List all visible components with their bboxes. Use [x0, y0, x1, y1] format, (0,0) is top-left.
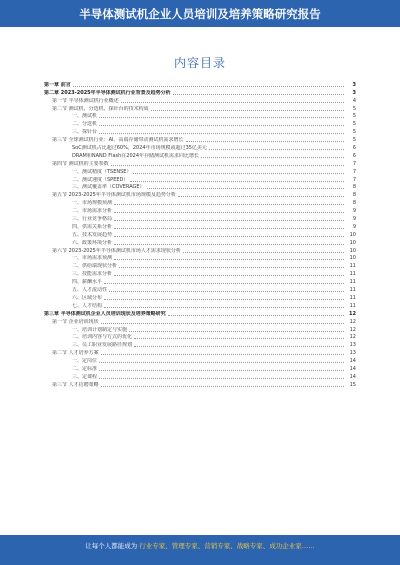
toc-entry[interactable]	[44, 348, 356, 356]
toc-page-number: 8	[352, 184, 356, 191]
toc-entry[interactable]	[44, 119, 356, 127]
toc-entry[interactable]	[44, 269, 356, 277]
toc-leader-dots	[99, 378, 344, 379]
toc-page-number: 3	[352, 89, 356, 96]
toc-leader-dots	[104, 283, 344, 284]
toc-entry[interactable]	[44, 301, 356, 309]
toc-entry-text: 三、员工职业发展路径规划	[72, 342, 133, 349]
toc-leader-dots	[99, 370, 344, 371]
toc-entry-text: 二、分选机	[72, 121, 98, 128]
toc-page-number: 6	[352, 145, 356, 152]
toc-entry-text: 第六节 2023-2025年半导体测试机市场人才需求现状分析	[52, 247, 181, 254]
toc-page-number: 5	[352, 137, 356, 144]
toc-entry-text: DRAM和NAND Flash在2024年存储测试机需求同比增长	[72, 152, 200, 159]
toc-entry-text: SoC测试机占比超过60%，2024年市场规模或超过35亿美元	[72, 145, 207, 152]
toc-page-number: 13	[349, 342, 356, 349]
toc-page-number: 8	[352, 200, 356, 207]
toc-leader-dots	[114, 275, 344, 276]
toc-leader-dots	[114, 212, 344, 213]
toc-entry-text: 三、技能需求分析	[72, 271, 113, 278]
toc-entry-text: 一、培训计划制定与实施	[72, 326, 128, 333]
toc-leader-dots	[101, 354, 344, 355]
toc-entry[interactable]	[44, 175, 356, 183]
toc-page-number: 14	[349, 365, 356, 372]
toc-page-number: 11	[349, 263, 356, 270]
toc-entry[interactable]	[44, 183, 356, 191]
toc-page-number: 12	[349, 334, 356, 341]
toc-entry[interactable]	[44, 112, 356, 120]
toc-entry-text: 第一节 半导体测试机行业概述	[52, 97, 119, 104]
toc-leader-dots	[101, 323, 344, 324]
toc-leader-dots	[147, 188, 344, 189]
toc-page-number: 10	[349, 231, 356, 238]
toc-entry[interactable]	[44, 261, 356, 269]
toc-entry[interactable]	[44, 143, 356, 151]
toc-entry-text: 一、定岗位	[72, 358, 98, 365]
toc-leader-dots	[151, 110, 344, 111]
toc-page-number: 5	[352, 121, 356, 128]
toc-page-number: 12	[349, 318, 356, 325]
toc-entry-text: 第一章 前言	[44, 81, 71, 88]
toc-entry[interactable]	[44, 214, 356, 222]
toc-leader-dots	[209, 149, 344, 150]
toc-leader-dots	[111, 165, 344, 166]
toc-leader-dots	[99, 117, 344, 118]
toc-page-number: 9	[352, 223, 356, 230]
toc-entry-text: 第一节 企业培训现状	[52, 318, 99, 325]
toc-entry-text: 一、测试机	[72, 113, 98, 120]
toc-page-number: 14	[349, 373, 356, 380]
toc-entry-text: 第三章 半导体测试机企业人员培训现状及培养策略研究	[44, 310, 166, 317]
toc-entry[interactable]	[44, 230, 356, 238]
toc-entry[interactable]	[44, 96, 356, 104]
toc-entry-text: 三、定课程	[72, 373, 98, 380]
toc-entry[interactable]	[44, 238, 356, 246]
toc-entry[interactable]	[44, 372, 356, 380]
toc-entry-text: 二、培训内容与方式的优化	[72, 334, 133, 341]
toc-leader-dots	[104, 307, 344, 308]
toc-entry[interactable]	[44, 167, 356, 175]
toc-leader-dots	[183, 252, 344, 253]
toc-entry[interactable]	[44, 206, 356, 214]
toc-entry[interactable]	[44, 380, 356, 388]
footer-slogan	[0, 541, 400, 550]
toc-entry[interactable]	[44, 356, 356, 364]
toc-leader-dots	[99, 125, 344, 126]
toc-page-number: 12	[349, 310, 356, 317]
toc-leader-dots	[173, 94, 344, 95]
toc-leader-dots	[121, 102, 344, 103]
toc-entry-text: 第二章 2023-2025年半导体测试机行业背景及趋势分析	[44, 89, 171, 96]
footer-bar	[0, 535, 400, 565]
toc-heading: 内容目录	[173, 56, 226, 70]
toc-leader-dots	[178, 196, 344, 197]
toc-page-number: 11	[349, 302, 356, 309]
toc-page-number: 10	[349, 255, 356, 262]
toc-page-number: 15	[349, 381, 356, 388]
toc-leader-dots	[73, 86, 344, 87]
toc-leader-dots	[104, 299, 344, 300]
toc-page-number: 5	[352, 105, 356, 112]
toc-leader-dots	[134, 346, 344, 347]
toc-entry-text: 第二节 测试机、分选机、探针台的技术构成	[52, 105, 149, 112]
slogan-roles: 行业专家、管理专家、营销专家、战略专家、成功企业家……	[139, 542, 315, 550]
toc-entry-text: 六、政策环境分析	[72, 239, 113, 246]
toc-entry[interactable]	[44, 277, 356, 285]
toc-entry-text: 第二节 人才培养方案	[52, 350, 99, 357]
toc-leader-dots	[114, 244, 344, 245]
toc-page-number: 9	[352, 208, 356, 215]
toc-leader-dots	[114, 236, 344, 237]
toc-entry[interactable]	[44, 127, 356, 135]
toc-entry-text: 三、测试覆盖率（COVERAGE）	[72, 184, 145, 191]
toc-page-number: 10	[349, 239, 356, 246]
toc-entry-text: 四、供需关系分析	[72, 223, 113, 230]
toc-leader-dots	[130, 181, 344, 182]
toc-leader-dots	[99, 362, 344, 363]
toc-leader-dots	[114, 220, 344, 221]
toc-leader-dots	[129, 331, 344, 332]
toc-entry[interactable]	[44, 104, 356, 112]
toc-page-number: 6	[352, 152, 356, 159]
toc-entry-text: 第三节 人才招聘策略	[52, 381, 99, 388]
toc-page-number: 12	[349, 326, 356, 333]
toc-page-number: 3	[352, 81, 356, 88]
toc-entry-text: 二、定标准	[72, 365, 98, 372]
toc-entry-text: 第三节 全球测试机行业：AI、高端存储带动测试机需求增长	[52, 137, 184, 144]
toc-entry[interactable]	[44, 309, 356, 317]
toc-entry[interactable]	[44, 190, 356, 198]
toc-leader-dots	[109, 291, 344, 292]
toc-entry-text: 第五节 2023-2025年半导体测试机市场规模及趋势分析	[52, 192, 176, 199]
toc-entry[interactable]	[44, 364, 356, 372]
toc-leader-dots	[114, 204, 344, 205]
toc-page-number: 11	[349, 294, 356, 301]
toc-entry[interactable]	[44, 222, 356, 230]
toc-page-number: 11	[349, 279, 356, 286]
toc-entry-text: 四、薪酬水平	[72, 279, 103, 286]
toc-page-number: 4	[352, 97, 356, 104]
toc-entry[interactable]	[44, 135, 356, 143]
toc-page-number: 11	[349, 287, 356, 294]
toc-entry[interactable]	[44, 333, 356, 341]
toc-leader-dots	[114, 228, 344, 229]
toc-entry-text: 一、市场需求预测	[72, 255, 113, 262]
toc-leader-dots	[134, 338, 344, 339]
toc-entry-text: 二、测试速度（SPEED）	[72, 176, 129, 183]
toc-entry[interactable]	[44, 246, 356, 254]
toc-page-number: 5	[352, 113, 356, 120]
toc-entry-text: 三、行业竞争格局	[72, 216, 113, 223]
toc-entry-text: 一、市场规模预测	[72, 200, 113, 207]
toc-entry-text: 六、区域分布	[72, 294, 103, 301]
report-title: 半导体测试机企业人员培训及培养策略研究报告	[79, 7, 321, 21]
toc-entry[interactable]	[44, 80, 356, 88]
toc-entry[interactable]	[44, 254, 356, 262]
toc-entry-text: 五、技术发展趋势	[72, 231, 113, 238]
toc-leader-dots	[186, 141, 345, 142]
toc-entry[interactable]	[44, 325, 356, 333]
toc-page-number: 11	[349, 271, 356, 278]
toc-page-number: 9	[352, 216, 356, 223]
toc-page-number: 14	[349, 358, 356, 365]
toc-page-number: 7	[352, 176, 356, 183]
toc-page-number: 8	[352, 192, 356, 199]
toc-entry-text: 第四节 测试机的主要参数	[52, 160, 109, 167]
toc-entry-text: 五、人才流动性	[72, 287, 108, 294]
toc-leader-dots	[133, 173, 344, 174]
toc-leader-dots	[168, 315, 344, 316]
toc-entry-text: 一、测试精度（TSENSE）	[72, 168, 132, 175]
toc-entry-text: 三、探针台	[72, 129, 98, 136]
toc-entry[interactable]	[44, 340, 356, 348]
toc-leader-dots	[201, 157, 344, 158]
toc-entry[interactable]	[44, 198, 356, 206]
toc-page-number: 5	[352, 129, 356, 136]
toc-entry[interactable]	[44, 293, 356, 301]
toc-entry[interactable]	[44, 317, 356, 325]
toc-leader-dots	[101, 386, 344, 387]
toc-entry[interactable]	[44, 151, 356, 159]
toc-entry-text: 二、市场需求分析	[72, 208, 113, 215]
toc-leader-dots	[119, 267, 344, 268]
toc-page-number: 7	[352, 160, 356, 167]
toc-entry-text: 七、人才结构	[72, 302, 103, 309]
toc-entry-text: 二、供给端现状分析	[72, 263, 118, 270]
toc-page-number: 10	[349, 247, 356, 254]
toc-leader-dots	[99, 133, 344, 134]
toc-entry[interactable]	[44, 88, 356, 96]
slogan-lead: 让每个人都能成为	[85, 542, 138, 550]
toc-entry[interactable]	[44, 159, 356, 167]
toc-entry[interactable]	[44, 285, 356, 293]
table-of-contents	[44, 80, 356, 388]
toc-leader-dots	[114, 259, 344, 260]
toc-page-number: 7	[352, 168, 356, 175]
toc-page-number: 13	[349, 350, 356, 357]
